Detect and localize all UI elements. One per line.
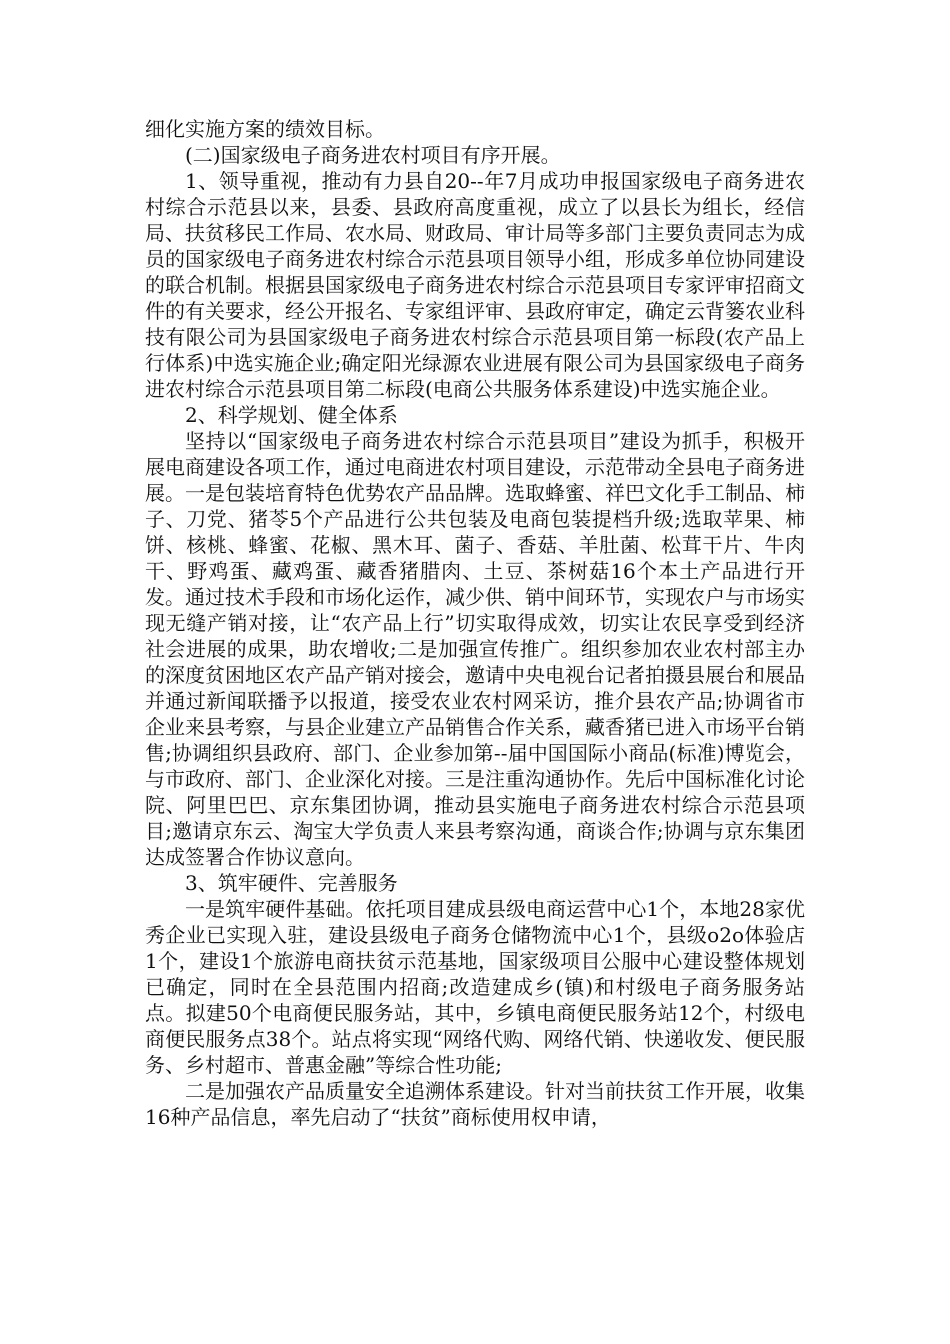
paragraph: 二是加强农产品质量安全追溯体系建设。针对当前扶贫工作开展，收集16种产品信息，率先启动了“扶贫”商标使用权申请， [145,1079,805,1129]
section-heading: (二)国家级电子商务进农村项目有序开展。 [185,143,561,167]
subsection-heading: 2、科学规划、健全体系 [185,403,398,427]
paragraph: 坚持以“国家级电子商务进农村综合示范县项目”建设为抓手，积极开展电商建设各项工作，通过电商进农村项目建设，示范带动全县电子商务进展。一是包装培育特色优势农产品品牌。选取蜂蜜、祥巴文化手工制品、柿子、刀党、猪苓5个产品进行公共包装及电商包装提档升级;选取苹果、柿饼、核桃、蜂蜜、花椒、黑木耳、菌子、香菇、羊肚菌、松茸干片、牛肉干、野鸡蛋、藏鸡蛋、藏香猪腊肉、土豆、茶树菇16个本土产品进行开发。通过技术手段和市场化运作，减少供、销中间环节，实现农户与市场实现无缝产销对接，让“农产品上行”切实取得成效，切实让农民享受到经济社会进展的成果，助农增收;二是加强宣传推广。组织参加农业农村部主办的深度贫困地区农产品产销对接会，邀请中央电视台记者拍摄县展台和展品并通过新闻联播予以报道，接受农业农村网采访，推介县农产品;协调省市企业来县考察，与县企业建立产品销售合作关系，藏香猪已进入市场平台销售;协调组织县政府、部门、企业参加第--届中国国际小商品(标准)博览会，与市政府、部门、企业深化对接。三是注重沟通协作。先后中国标准化讨论院、阿里巴巴、京东集团协调，推动县实施电子商务进农村综合示范县项目;邀请京东云、淘宝大学负责人来县考察沟通，商谈合作;协调与京东集团达成签署合作协议意向。 [145,429,805,869]
paragraph: 一是筑牢硬件基础。依托项目建成县级电商运营中心1个，本地28家优秀企业已实现入驻，建设县级电子商务仓储物流中心1个，县级o2o体验店1个，建设1个旅游电商扶贫示范基地，国家级项目公服中心建设整体规划已确定，同时在全县范围内招商;改造建成乡(镇)和村级电子商务服务站点。拟建50个电商便民服务站，其中，乡镇电商便民服务站12个，村级电商便民服务点38个。站点将实现“网络代购、网络代销、快递收发、便民服务、乡村超市、普惠金融”等综合性功能; [145,897,805,1077]
subsection-heading: 3、筑牢硬件、完善服务 [185,871,398,895]
paragraph: 细化实施方案的绩效目标。 [145,117,385,141]
document-body [145,116,805,1130]
paragraph: 1、领导重视，推动有力县自20--年7月成功申报国家级电子商务进农村综合示范县以来，县委、县政府高度重视，成立了以县长为组长，经信局、扶贫移民工作局、农水局、财政局、审计局等多部门主要负责同志为成员的国家级电子商务进农村综合示范县项目领导小组，形成多单位协同建设的联合机制。根据县国家级电子商务进农村综合示范县项目专家评审招商文件的有关要求，经公开报名、专家组评审、县政府审定，确定云背篓农业科技有限公司为县国家级电子商务进农村综合示范县项目第一标段(农产品上行体系)中选实施企业;确定阳光绿源农业进展有限公司为县国家级电子商务进农村综合示范县项目第二标段(电商公共服务体系建设)中选实施企业。 [145,169,805,401]
